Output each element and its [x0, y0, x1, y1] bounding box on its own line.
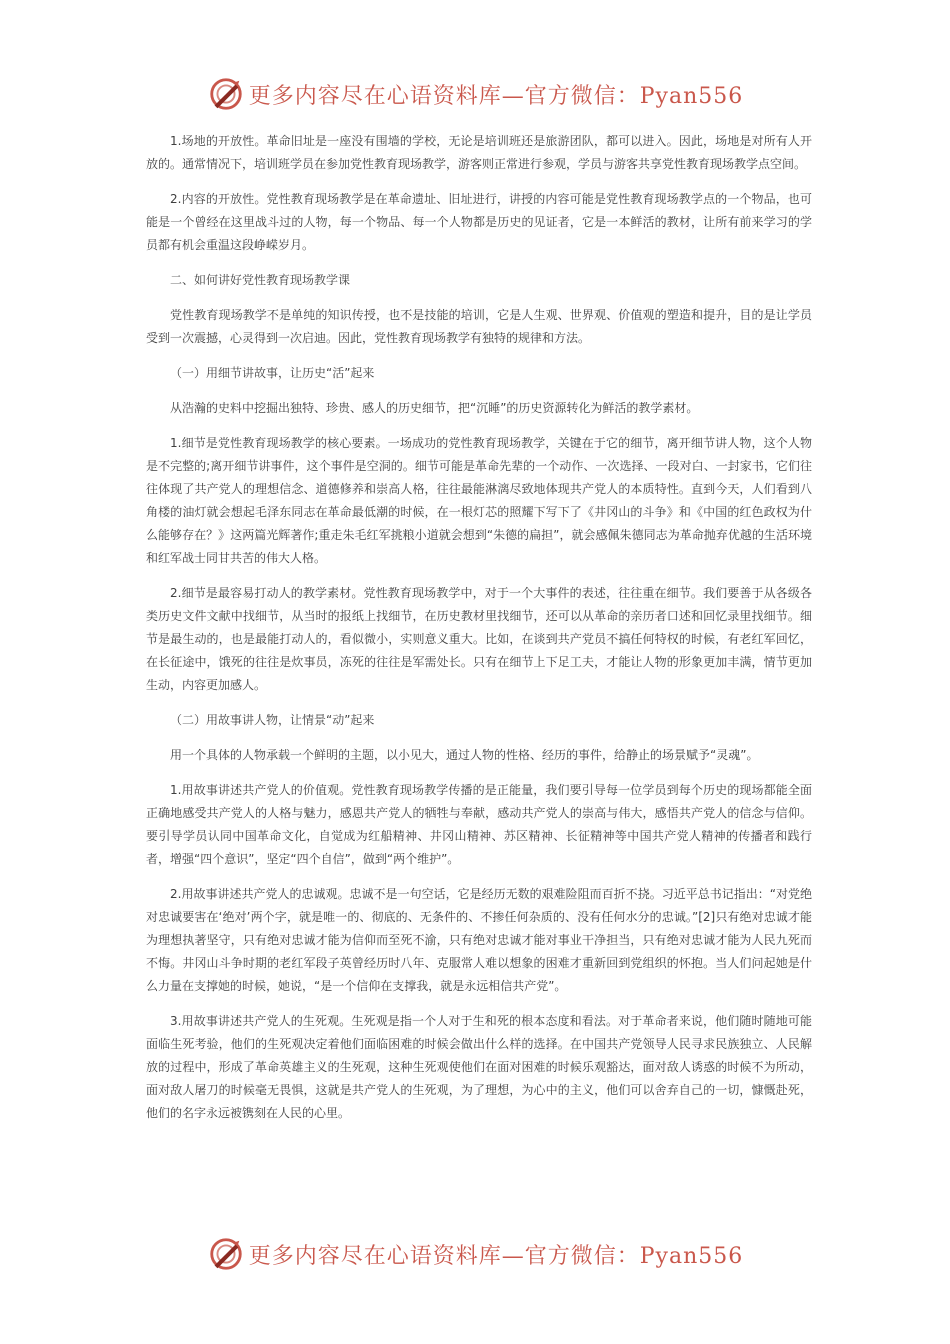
paragraph: 从浩瀚的史料中挖掘出独特、珍贵、感人的历史细节，把“沉睡”的历史资源转化为鲜活的教学素材。 [170, 401, 699, 415]
footer-banner [0, 1232, 950, 1276]
paragraph: 用一个具体的人物承载一个鲜明的主题，以小见大，通过人物的性格、经历的事件，给静止的场景赋予“灵魂”。 [170, 748, 759, 762]
paragraph: 2.用故事讲述共产党人的忠诚观。忠诚不是一句空话，它是经历无数的艰难险阻而百折不挠。习近平总书记指出：“对党绝对忠诚要害在‘绝对’两个字，就是唯一的、彻底的、无条件的、不掺任何杂质的、没有任何水分的忠诚。”[2]只有绝对忠诚才能为理想执著坚守，只有绝对忠诚才能为信仰而至死不渝，只有绝对忠诚才能对事业干净担当，只有绝对忠诚才能为人民九死而不悔。井冈山斗争时期的老红军段子英曾经历时八年、克服常人难以想象的困难才重新回到党组织的怀抱。当人们问起她是什么力量在支撑她的时候，她说，“是一个信仰在支撑我，就是永远相信共产党”。 [146, 887, 812, 993]
paragraph: 1.细节是党性教育现场教学的核心要素。一场成功的党性教育现场教学，关键在于它的细节，离开细节讲人物，这个人物是不完整的;离开细节讲事件，这个事件是空洞的。细节可能是革命先辈的一个动作、一次选择、一段对白、一封家书，它们往往体现了共产党人的理想信念、道德修养和崇高人格，往往最能淋漓尽致地体现共产党人的本质特性。直到今天，人们看到八角楼的油灯就会想起毛泽东同志在革命最低潮的时候，在一根灯芯的照耀下写下了《井冈山的斗争》和《中国的红色政权为什么能够存在？》这两篇光辉著作;重走朱毛红军挑粮小道就会想到“朱德的扁担”，就会感佩朱德同志为革命抛弃优越的生活环境和红军战士同甘共苦的伟大人格。 [146, 436, 812, 565]
paragraph: 党性教育现场教学不是单纯的知识传授，也不是技能的培训，它是人生观、世界观、价值观的塑造和提升，目的是让学员受到一次震撼，心灵得到一次启迪。因此，党性教育现场教学有独特的规律和方法。 [146, 308, 812, 345]
logo-icon [207, 1235, 245, 1273]
paragraph: 3.用故事讲述共产党人的生死观。生死观是指一个人对于生和死的根本态度和看法。对于革命者来说，他们随时随地可能面临生死考验，他们的生死观决定着他们面临困难的时候会做出什么样的选择。在中国共产党领导人民寻求民族独立、人民解放的过程中，形成了革命英雄主义的生死观，这种生死观使他们在面对困难的时候乐观豁达，面对敌人诱惑的时候不为所动，面对敌人屠刀的时候毫无畏惧，这就是共产党人的生死观，为了理想，为心中的主义，他们可以舍弃自己的一切，慷慨赴死，他们的名字永远被镌刻在人民的心里。 [146, 1014, 812, 1120]
subsection-heading: （一）用细节讲故事，让历史“活”起来 [170, 366, 375, 380]
logo-icon [207, 75, 245, 113]
section-heading: 二、如何讲好党性教育现场教学课 [170, 273, 351, 287]
paragraph: 2.细节是最容易打动人的教学素材。党性教育现场教学中，对于一个大事件的表述，往往重在细节。我们要善于从各级各类历史文件文献中找细节，从当时的报纸上找细节，在历史教材里找细节，还可以从革命的亲历者口述和回忆录里找细节。细节是最生动的，也是最能打动人的，看似微小，实则意义重大。比如，在谈到共产党员不搞任何特权的时候，有老红军回忆，在长征途中，饿死的往往是炊事员，冻死的往往是军需处长。只有在细节上下足工夫，才能让人物的形象更加丰满，情节更加生动，内容更加感人。 [146, 586, 812, 692]
paragraph: 1.用故事讲述共产党人的价值观。党性教育现场教学传播的是正能量，我们要引导每一位学员到每个历史的现场都能全面正确地感受共产党人的人格与魅力，感恩共产党人的牺牲与奉献，感动共产党人的崇高与伟大，感悟共产党人的信念与信仰。要引导学员认同中国革命文化，自觉成为红船精神、井冈山精神、苏区精神、长征精神等中国共产党人精神的传播者和践行者，增强“四个意识”，坚定“四个自信”，做到“两个维护”。 [146, 783, 812, 866]
header-banner [0, 72, 950, 116]
paragraph: 2.内容的开放性。党性教育现场教学是在革命遗址、旧址进行，讲授的内容可能是党性教育现场教学点的一个物品，也可能是一个曾经在这里战斗过的人物，每一个物品、每一个人物都是历史的见证者，它是一本鲜活的教材，让所有前来学习的学员都有机会重温这段峥嵘岁月。 [146, 192, 812, 252]
banner-text: 更多内容尽在心语资料库—官方微信：Pyan556 [248, 83, 744, 109]
document-body [146, 130, 812, 1137]
paragraph: 1.场地的开放性。革命旧址是一座没有围墙的学校，无论是培训班还是旅游团队，都可以进入。因此，场地是对所有人开放的。通常情况下，培训班学员在参加党性教育现场教学，游客则正常进行参观，学员与游客共享党性教育现场教学点空间。 [146, 134, 812, 171]
banner-text: 更多内容尽在心语资料库—官方微信：Pyan556 [248, 1243, 744, 1269]
subsection-heading: （二）用故事讲人物，让情景“动”起来 [170, 713, 375, 727]
